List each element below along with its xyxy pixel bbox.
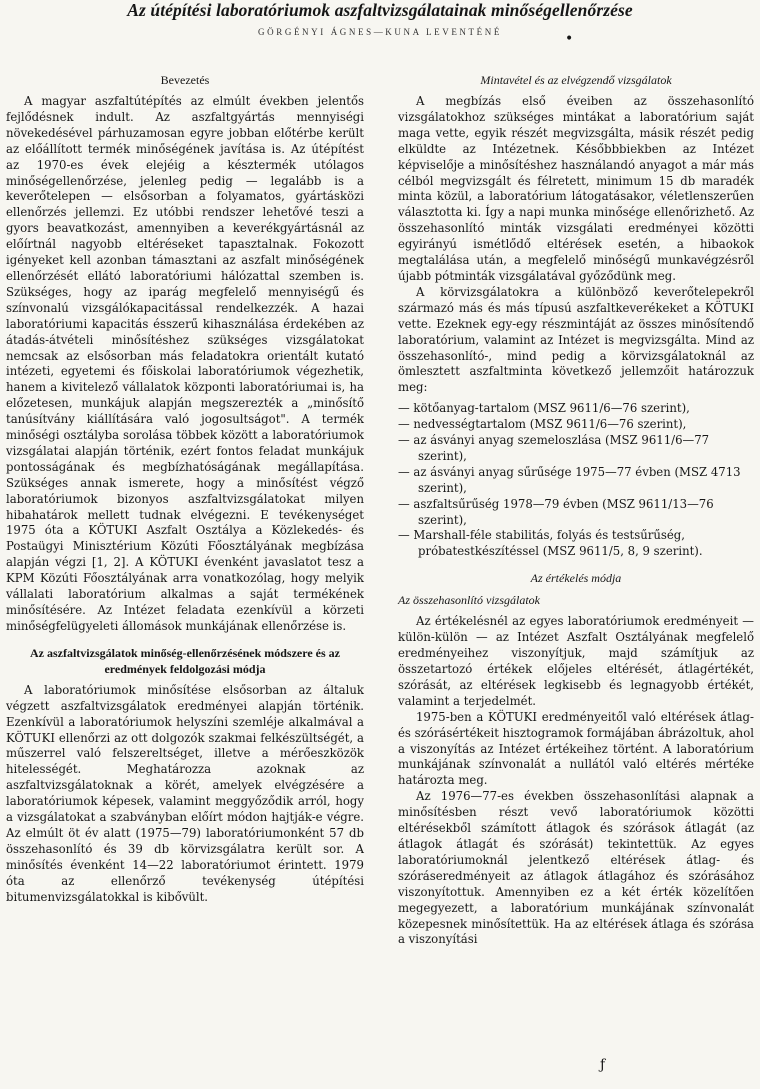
left-column: [6, 72, 364, 906]
test-item: — Marshall-féle stabilitás, folyás és testsűrűség, próbatestkészítéssel (MSZ 9611/5, 8, 9 szerint).: [398, 528, 703, 559]
scan-mark-bottom: ƒ: [600, 1057, 606, 1073]
evaluation-paragraph-2: 1975-ben a KÖTUKI eredményeitől való eltérések átlag- és szórásértékeit hisztogramok formájában ábrázoltuk, ahol a viszonyítás az Intézet értékeihez történt. A laboratórium munkájának színvonalát a nullától való eltérés mértéke határozta meg.: [398, 709, 754, 788]
test-item: — nedvességtartalom (MSZ 9611/6—76 szerint),: [398, 417, 687, 432]
test-item: — az ásványi anyag szemeloszlása (MSZ 9611/6—77 szerint),: [398, 433, 710, 463]
intro-heading: Bevezetés: [160, 73, 210, 87]
scan-mark: •: [565, 31, 574, 47]
sampling-heading: Mintavétel és az elvégzendő vizsgálatok: [480, 73, 672, 87]
test-list: [398, 401, 754, 560]
sampling-paragraph-2: A körvizsgálatokra a különböző keverőtelepekről származó más és más típusú aszfaltkeverékeket a KÖTUKI vette. Ezeknek egy-egy részmintáját az összes minősítendő laboratórium, valamint az Intézet is megvizsgálta. Mind az összehasonlító-, mind pedig a körvizsgálatoknál az ömlesztett aszfaltminta következő jellemzőit határozzuk meg:: [398, 284, 754, 395]
article-title: Az útépítési laboratóriumok aszfaltvizsgálatainak minőségellenőrzése: [127, 0, 633, 20]
evaluation-paragraph-3: Az 1976—77-es években összehasonlítási alapnak a minősítésben részt vevő laboratóriumok közötti eltérésekből számított átlagok és szórások átlagát (az átlagok átlagát és szórását) tekintettük. Az egyes laboratóriumoknál jelentkező eltérések átlag- és szóráseredményeit az átlagok átlagához és szórásához viszonyítottuk. Amennyiben ez a két érték közelítően megegyezett, a laboratórium munkájának színvonalát közepesnek minősítettük. Ha az eltérések átlaga és szórása a viszonyítási: [398, 789, 754, 947]
test-item: — aszfaltsűrűség 1978—79 évben (MSZ 9611/13—76 szerint),: [398, 496, 714, 527]
evaluation-paragraph-1: Az értékelésnél az egyes laboratóriumok eredményeit — külön-külön — az Intézet Aszfalt Osztályának megfelelő eredményeihez viszonyítjuk, majd számítjuk az összetartozó értékek előjeles eltérését, átlagértékét, szórását, az eltérések legkisebb és legnagyobb értékét, valamint a terjedelmét.: [398, 614, 754, 708]
evaluation-heading: Az értékelés módja: [530, 571, 622, 586]
test-item: — kötőanyag-tartalom (MSZ 9611/6—76 szerint),: [398, 401, 690, 416]
intro-paragraph: A magyar aszfaltútépítés az elmúlt években jelentős fejlődésnek indult. Az aszfaltgyártás mennyiségi növekedésével párhuzamosan egyre jobban előtérbe került az előállított termék minőségének javítása is. Az útépítést az 1970-es évek elejéig a késztermék utólagos minőségellenőrzése, jelenleg pedig — legalább is a keverőtelepen — elsősorban a folyamatos, gyártásközi ellenőrzés jellemzi. Ez utóbbi rendszer lehetővé teszi a gyors beavatkozást, amennyiben a keverékgyártásnál az előírtnál nagyobb eltéréseket tapasztalnak. Fokozott igényeket kell azonban támasztani az aszfalt minőségének ellenőrzését ellátó laboratóriumi hálózattal szemben is. Szükséges, hogy az iparág megfelelő mennyiségű és színvonalú vizsgálókapacitással rendelkezzék. A hazai laboratóriumi kapacitás ésszerű kihasználása érdekében az átadás-átvételi minősítéshez szükséges vizsgálatokat nemcsak az elsősorban más feladatokra orientált kutató intézeti, egyetemi és főiskolai laboratóriumok végezhetik, hanem a kivitelező vállalatok központi laboratóriumai is, ha előzetesen, munkájuk alapján megszerezték a „minősítő tanúsítvány kiállítására való jogosultságot". A termék minőségi osztályba sorolása többek között a laboratóriumok vizsgálatai alapján történik, ezért fontos feladat munkájuk pontosságának és megbízhatóságának megállapítása. Szükséges annak ismerete, hogy a minősítést végző laboratóriumok bizonyos aszfaltvizsgálatokat milyen hibahatárok mellett tudnak elvégezni. E tevékenységet 1975 óta a KÖTUKI Aszfalt Osztálya a Közlekedés- és Postaügyi Minisztérium Közúti Főosztályának megbízása alapján végzi [1, 2]. A KÖTUKI évenként javaslatot tesz a KPM Közúti Főosztályának arra vonatkozólag, hogy melyik vállalati laboratórium alkalmas a saját termékének minősítésére. Az Intézet feladata ezenkívül a körzeti minőségfelügyeleti állomások munkájának ellenőrzése is.: [6, 94, 364, 633]
test-item: — az ásványi anyag sűrűsége 1975—77 évben (MSZ 4713 szerint),: [398, 464, 741, 495]
article-authors: GÖRGÉNYI ÁGNES—KUNA LEVENTÉNÉ: [258, 27, 502, 37]
methods-heading: Az aszfaltvizsgálatok minőség-ellenőrzésének módszere és az eredmények feldolgozási módja: [29, 645, 341, 676]
sampling-paragraph-1: A megbízás első éveiben az összehasonlító vizsgálatokhoz szükséges mintákat a laboratórium saját maga vette, egyik részét megvizsgálta, másik részét pedig elküldte az Intézetnek. Későbbbiekben az Intézet képviselője a minősítéshez használandó anyagot a már más célból megvizsgált és félretett, minimum 15 db maradék minta közül, a laboratórium látogatásakor, véletlenszerűen választotta ki. Így a napi munka minősége ellenőrizhető. Az összehasonlító minták vizsgálati eredményei közötti egyirányú ismétlődő eltérések esetén, a hibaokok megtalálása után, a megfelelő minőségű munkavégzésről újabb pótminták vizsgálatával győződünk meg.: [398, 94, 754, 283]
comparison-subheading: Az összehasonlító vizsgálatok: [398, 593, 541, 608]
right-column: [398, 72, 754, 948]
methods-paragraph: A laboratóriumok minősítése elsősorban az általuk végzett aszfaltvizsgálatok eredményei alapján történik. Ezenkívül a laboratóriumok helyszíni szemléje alkalmával a KÖTUKI ellenőrzi az ott dolgozók szakmai felkészültségét, a műszerrel való felszereltséget, illetve a mérőeszközök hitelességét. Meghatározza azoknak az aszfaltvizsgálatoknak a körét, amelyek elvégzésére a laboratóriumok képesek, valamint meggyőződik arról, hogy a vizsgálatokat a szabványban előírt módon hajtják-e végre. Az elmúlt öt év alatt (1975—79) laboratóriumonként 57 db összehasonlító és 39 db körvizsgálatra került sor. A minősítés évenként 14—22 laboratóriumot érintett. 1979 óta az ellenőrző tevékenység útépítési bitumenvizsgálatokkal is kibővült.: [6, 682, 364, 904]
